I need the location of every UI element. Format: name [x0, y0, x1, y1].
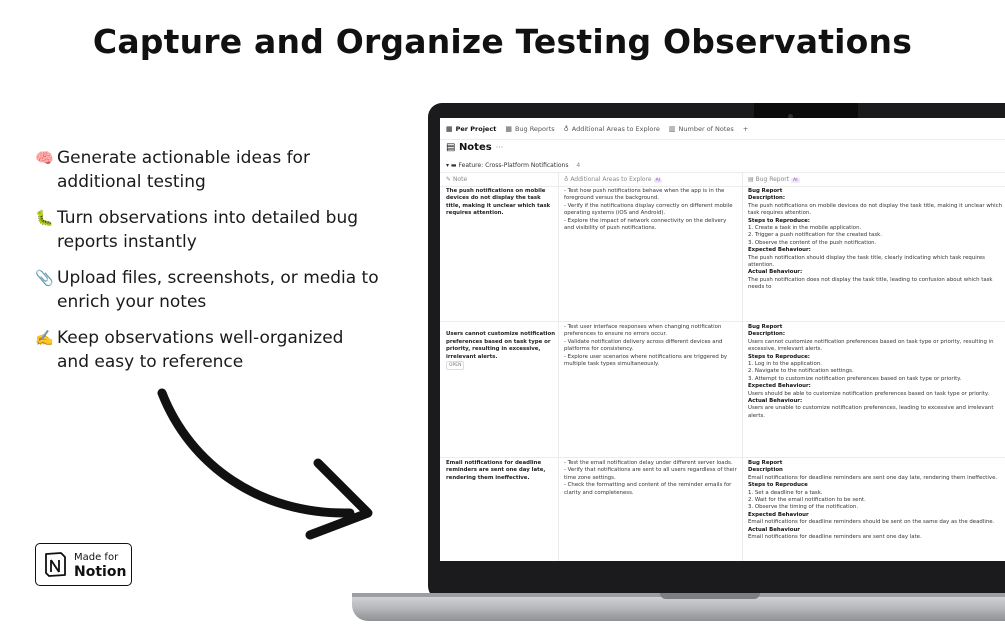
bulb-icon: ♁	[563, 124, 569, 133]
bug-report-heading: Expected Behaviour:	[748, 247, 811, 254]
bug-report-heading: Expected Behaviour:	[748, 383, 811, 390]
made-for-notion-badge	[35, 543, 132, 586]
bug-report-heading: Bug Report	[748, 324, 783, 330]
database-title-text: Notes	[458, 142, 492, 153]
group-label: Feature: Cross-Platform Notifications	[458, 162, 569, 169]
feature-text: Upload files, screenshots, or media to enrich your notes	[57, 268, 379, 312]
column-areas[interactable]	[564, 176, 662, 183]
bug-report-heading: Actual Behaviour:	[748, 269, 803, 276]
bug-report-text: Users should be able to customize notification preferences based on task type or priority.	[748, 390, 989, 397]
feature-text: Turn observations into detailed bug reports instantly	[57, 208, 359, 252]
badge-line2: Notion	[74, 563, 127, 580]
bug-report-heading: Steps to Reproduce:	[748, 353, 810, 360]
more-options-button[interactable]: ···	[495, 143, 504, 152]
bug-report-heading: Steps to Reproduce:	[748, 217, 810, 224]
areas-cell[interactable]: - Test user interface responses when changing notification preferences to ensure no errors occur. - Validate notification delivery across different devices and platforms for consistency. - Explore user scenarios where notifications are triggered by multiple task types simultaneously.	[564, 324, 728, 368]
tab-label: Number of Notes	[678, 124, 734, 133]
chart-icon: ▥	[668, 124, 676, 133]
feature-text: Keep observations well-organized and easy to reference	[57, 328, 344, 372]
bug-report-heading: Expected Behaviour	[748, 511, 809, 518]
tab-label: Additional Areas to Explore	[571, 124, 660, 133]
database-title	[446, 142, 503, 153]
ai-badge: AI	[655, 178, 661, 183]
areas-cell[interactable]: - Test the email notification delay under different server loads. - Verify that notifications are sent to all users regardless of their time zone settings. - Check the formatting and content of the reminder emails for clarity and completeness.	[564, 460, 737, 496]
table-icon: ▦	[446, 124, 453, 133]
tab-bug-reports[interactable]	[505, 125, 554, 133]
badge-line1: Made for	[74, 551, 119, 563]
feature-item	[35, 326, 380, 374]
writing-hand-icon: ✍️	[35, 329, 54, 347]
note-cell[interactable]	[446, 324, 556, 370]
bug-report-text: 1. Set a deadline for a task. 2. Wait for the email notification to be sent. 3. Observe the timing of the notification.	[748, 489, 866, 511]
tab-label: Per Project	[455, 124, 497, 133]
bug-report-text: Email notifications for deadline reminders are sent one day late, rendering them ineffective.	[748, 474, 998, 481]
tab-additional-areas[interactable]	[564, 125, 660, 133]
feature-item	[35, 146, 380, 194]
column-note[interactable]	[446, 176, 467, 183]
bug-report-text: Email notifications for deadline reminders are sent one day late.	[748, 534, 922, 541]
bug-report-text: Users are unable to customize notification preferences, leading to excessive and irrelevant alerts.	[748, 405, 994, 419]
caret-down-icon: ▾	[446, 162, 451, 169]
feature-item	[35, 206, 380, 254]
table-row[interactable]	[440, 321, 1005, 458]
areas-cell[interactable]: - Test how push notifications behave when the app is in the foreground versus the background. - Verify if the notifications display correctly on different mobile operating systems (iOS and Android). - Explore the impact of network connectivity on the delivery and visibility of push notifications.	[564, 188, 733, 232]
open-row-button[interactable]: OPEN	[446, 361, 464, 370]
add-view-button[interactable]: +	[742, 124, 749, 133]
group-header[interactable]	[446, 162, 580, 169]
laptop-screen	[440, 118, 1005, 561]
group-count: 4	[576, 162, 581, 169]
bug-report-heading: Bug Report	[748, 460, 783, 466]
bug-report-heading: Actual Behaviour	[748, 526, 800, 533]
feature-item	[35, 266, 380, 314]
bug-report-text: The push notifications on mobile devices do not display the task title, making it unclear which task requires attention.	[748, 202, 1003, 217]
bug-report-heading: Description:	[748, 331, 786, 338]
feature-list	[35, 146, 380, 386]
bulb-icon: ♁	[564, 176, 571, 183]
tab-per-project[interactable]	[446, 125, 496, 133]
notion-logo-icon	[43, 551, 68, 578]
table-row[interactable]	[440, 185, 1005, 322]
bug-report-cell[interactable]	[748, 460, 1005, 541]
bug-report-text: The push notification should display the task title, clearly indicating which task requires attention.	[748, 254, 985, 269]
bug-report-heading: Description	[748, 467, 783, 474]
tab-label: Bug Reports	[514, 124, 555, 133]
bug-report-text: 1. Create a task in the mobile application. 2. Trigger a push notification for the created task. 3. Observe the content of the push notification.	[748, 225, 882, 246]
bug-report-text: 1. Log in to the application. 2. Navigate to the notification settings. 3. Attempt to customize notification preferences based on task type or priority.	[748, 361, 962, 382]
laptop-base-notch	[660, 593, 760, 599]
bug-report-heading: Description:	[748, 195, 786, 202]
tab-number-of-notes[interactable]	[669, 125, 734, 133]
note-text: Users cannot customize notification preferences based on task type or priority, resulting in excessive, irrelevant alerts.	[446, 331, 556, 360]
view-tabs	[440, 118, 1005, 140]
ai-badge: AI	[793, 178, 798, 183]
column-label: Note	[452, 176, 468, 183]
curved-arrow-icon	[150, 385, 380, 545]
bug-report-text: The push notification does not display the task title, leading to confusion about which task needs to	[748, 276, 993, 291]
bug-report-heading: Bug Report	[748, 188, 783, 194]
column-label: Bug Report	[755, 176, 790, 183]
bug-icon: 🐛	[35, 209, 54, 227]
bug-report-heading: Actual Behaviour:	[748, 398, 803, 405]
bug-report-cell[interactable]	[748, 324, 1005, 420]
doc-icon: ▤	[748, 176, 756, 183]
bug-report-cell[interactable]	[748, 188, 1005, 292]
column-label: Additional Areas to Explore	[570, 176, 652, 183]
note-cell[interactable]: The push notifications on mobile devices do not display the task title, making it unclear which task requires attention.	[446, 188, 551, 217]
table-row[interactable]	[440, 457, 1005, 561]
page-headline: Capture and Organize Testing Observations	[92, 22, 913, 61]
paperclip-icon: 📎	[35, 269, 54, 287]
brain-icon: 🧠	[35, 149, 54, 167]
folder-icon: ▬	[450, 162, 459, 169]
bug-report-heading: Steps to Reproduce	[748, 482, 808, 489]
bug-report-text: Users cannot customize notification preferences based on task type or priority, resulting in excessive, irrelevant alerts.	[748, 338, 994, 353]
feature-text: Generate actionable ideas for additional testing	[57, 148, 310, 192]
table-icon: ▦	[505, 124, 512, 133]
note-cell[interactable]: Email notifications for deadline reminders are sent one day late, rendering them ineffective.	[446, 460, 546, 481]
column-bug-report[interactable]	[748, 176, 800, 183]
text-icon: ✎	[446, 176, 453, 183]
notes-icon: ▤	[446, 142, 459, 153]
bug-report-text: Email notifications for deadline reminders should be sent on the same day as the deadline.	[748, 519, 995, 526]
